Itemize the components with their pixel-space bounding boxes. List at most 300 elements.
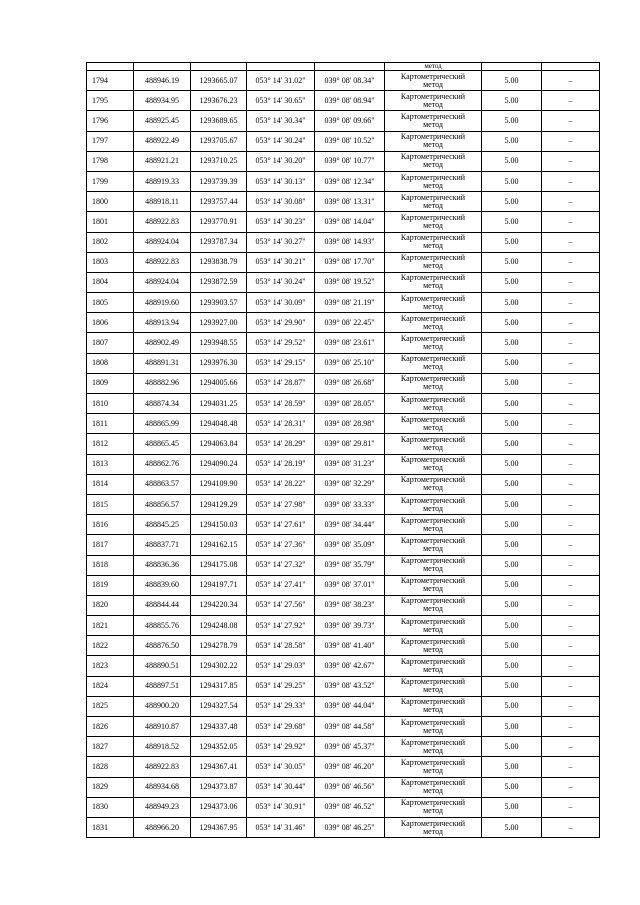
cell-y-coordinate: 1294278.79: [191, 636, 247, 656]
table-row: [87, 394, 600, 414]
cell-point-number: 1801: [87, 212, 134, 232]
method-line-1: Картометрический: [400, 233, 466, 243]
table-row: [87, 757, 600, 777]
cell-dash: –: [542, 757, 600, 777]
method-line-1: Картометрический: [400, 152, 466, 162]
cell-dash: –: [542, 636, 600, 656]
cell-empty: [134, 63, 191, 71]
cell-method: [385, 454, 482, 474]
cell-point-number: 1825: [87, 696, 134, 716]
cell-longitude: 039° 08' 22.45": [315, 313, 385, 333]
cell-point-number: 1811: [87, 414, 134, 434]
cell-method: [385, 494, 482, 514]
cell-latitude: 053° 14' 30.24": [247, 272, 315, 292]
method-line-1: Картометрический: [400, 717, 466, 727]
cell-accuracy: 5.00: [482, 737, 542, 757]
cell-empty: [542, 63, 600, 71]
cell-latitude: 053° 14' 28.58": [247, 636, 315, 656]
table-body: [87, 63, 600, 838]
cell-x-coordinate: 488865.45: [134, 434, 191, 454]
cell-method: [385, 676, 482, 696]
cell-latitude: 053° 14' 27.61": [247, 515, 315, 535]
cell-longitude: 039° 08' 46.25": [315, 817, 385, 837]
cell-accuracy: 5.00: [482, 656, 542, 676]
cell-accuracy: 5.00: [482, 595, 542, 615]
cell-y-coordinate: 1294373.87: [191, 777, 247, 797]
method-line-1: Картометрический: [400, 798, 466, 808]
cell-x-coordinate: 488934.95: [134, 91, 191, 111]
method-line-1: Картометрический: [400, 778, 466, 788]
table-row: [87, 656, 600, 676]
cell-latitude: 053° 14' 27.56": [247, 595, 315, 615]
cell-method-continuation: метод: [385, 63, 482, 71]
table-row: [87, 454, 600, 474]
cell-method: [385, 171, 482, 191]
method-line-2: метод: [423, 705, 443, 715]
cell-method: [385, 737, 482, 757]
cell-dash: –: [542, 131, 600, 151]
table-row: [87, 696, 600, 716]
cell-point-number: 1805: [87, 293, 134, 313]
method-line-1: Картометрический: [400, 455, 466, 465]
cell-x-coordinate: 488949.23: [134, 797, 191, 817]
cell-longitude: 039° 08' 34.44": [315, 515, 385, 535]
cell-method: [385, 131, 482, 151]
cell-latitude: 053° 14' 29.25": [247, 676, 315, 696]
method-line-1: Картометрический: [400, 172, 466, 182]
cell-point-number: 1795: [87, 91, 134, 111]
cell-y-coordinate: 1294317.85: [191, 676, 247, 696]
cell-latitude: 053° 14' 30.44": [247, 777, 315, 797]
cell-x-coordinate: 488876.50: [134, 636, 191, 656]
table-row: [87, 535, 600, 555]
cell-point-number: 1800: [87, 192, 134, 212]
method-line-1: Картометрический: [400, 253, 466, 263]
cell-dash: –: [542, 91, 600, 111]
method-line-2: метод: [423, 463, 443, 473]
cell-method: [385, 515, 482, 535]
method-line-2: метод: [423, 200, 443, 210]
method-line-1: Картометрический: [400, 192, 466, 202]
method-line-2: метод: [423, 261, 443, 271]
cell-longitude: 039° 08' 46.56": [315, 777, 385, 797]
cell-point-number: 1808: [87, 353, 134, 373]
cell-x-coordinate: 488924.04: [134, 272, 191, 292]
cell-x-coordinate: 488919.60: [134, 293, 191, 313]
cell-method: [385, 151, 482, 171]
cell-latitude: 053° 14' 28.59": [247, 394, 315, 414]
cell-x-coordinate: 488922.83: [134, 212, 191, 232]
method-line-2: метод: [423, 745, 443, 755]
cell-method: [385, 232, 482, 252]
table-row: [87, 414, 600, 434]
cell-longitude: 039° 08' 23.61": [315, 333, 385, 353]
cell-dash: –: [542, 696, 600, 716]
method-line-2: метод: [423, 584, 443, 594]
cell-longitude: 039° 08' 44.58": [315, 717, 385, 737]
cell-y-coordinate: 1294197.71: [191, 575, 247, 595]
method-line-1: Картометрический: [400, 535, 466, 545]
method-line-1: Картометрический: [400, 111, 466, 121]
cell-method: [385, 777, 482, 797]
cell-point-number: 1821: [87, 616, 134, 636]
cell-method: [385, 252, 482, 272]
cell-accuracy: 5.00: [482, 91, 542, 111]
cell-method: [385, 616, 482, 636]
cell-x-coordinate: 488882.96: [134, 373, 191, 393]
table-row: [87, 555, 600, 575]
method-line-2: метод: [423, 241, 443, 251]
cell-latitude: 053° 14' 29.03": [247, 656, 315, 676]
cell-y-coordinate: 1294175.08: [191, 555, 247, 575]
method-line-2: метод: [423, 442, 443, 452]
cell-longitude: 039° 08' 08.94": [315, 91, 385, 111]
cell-latitude: 053° 14' 28.87": [247, 373, 315, 393]
cell-point-number: 1798: [87, 151, 134, 171]
cell-longitude: 039° 08' 17.70": [315, 252, 385, 272]
method-line-2: метод: [423, 685, 443, 695]
cell-y-coordinate: 1294005.66: [191, 373, 247, 393]
method-line-1: Картометрический: [400, 818, 466, 828]
cell-point-number: 1829: [87, 777, 134, 797]
method-line-1: Картометрический: [400, 636, 466, 646]
method-line-2: метод: [423, 402, 443, 412]
cell-dash: –: [542, 515, 600, 535]
cell-dash: –: [542, 353, 600, 373]
cell-dash: –: [542, 474, 600, 494]
method-line-1: Картометрический: [400, 495, 466, 505]
cell-y-coordinate: 1294327.54: [191, 696, 247, 716]
cell-method: [385, 474, 482, 494]
table-row: [87, 192, 600, 212]
cell-point-number: 1831: [87, 817, 134, 837]
cell-longitude: 039° 08' 21.19": [315, 293, 385, 313]
cell-x-coordinate: 488902.49: [134, 333, 191, 353]
method-line-2: метод: [423, 523, 443, 533]
method-line-1: Картометрический: [400, 212, 466, 222]
cell-longitude: 039° 08' 29.81": [315, 434, 385, 454]
cell-dash: –: [542, 595, 600, 615]
method-line-2: метод: [423, 483, 443, 493]
cell-accuracy: 5.00: [482, 515, 542, 535]
cell-x-coordinate: 488891.31: [134, 353, 191, 373]
cell-longitude: 039° 08' 38.23": [315, 595, 385, 615]
cell-point-number: 1824: [87, 676, 134, 696]
table-row: [87, 333, 600, 353]
method-line-1: Картометрический: [400, 596, 466, 606]
cell-y-coordinate: 1293676.23: [191, 91, 247, 111]
method-line-1: Картометрический: [400, 91, 466, 101]
cell-longitude: 039° 08' 26.68": [315, 373, 385, 393]
method-line-2: метод: [423, 362, 443, 372]
cell-latitude: 053° 14' 30.34": [247, 111, 315, 131]
cell-y-coordinate: 1294048.48: [191, 414, 247, 434]
cell-accuracy: 5.00: [482, 272, 542, 292]
cell-accuracy: 5.00: [482, 535, 542, 555]
cell-x-coordinate: 488839.60: [134, 575, 191, 595]
cell-y-coordinate: 1293770.91: [191, 212, 247, 232]
cell-x-coordinate: 488924.04: [134, 232, 191, 252]
cell-x-coordinate: 488910.87: [134, 717, 191, 737]
method-line-2: метод: [423, 119, 443, 129]
cell-method: [385, 272, 482, 292]
cell-dash: –: [542, 737, 600, 757]
cell-longitude: 039° 08' 41.40": [315, 636, 385, 656]
table-row: [87, 171, 600, 191]
cell-point-number: 1818: [87, 555, 134, 575]
table-row: [87, 373, 600, 393]
cell-y-coordinate: 1293665.07: [191, 71, 247, 91]
cell-point-number: 1796: [87, 111, 134, 131]
cell-longitude: 039° 08' 14.93": [315, 232, 385, 252]
cell-dash: –: [542, 817, 600, 837]
table-row: [87, 595, 600, 615]
cell-longitude: 039° 08' 10.52": [315, 131, 385, 151]
method-line-1: Картометрический: [400, 556, 466, 566]
cell-accuracy: 5.00: [482, 454, 542, 474]
cell-longitude: 039° 08' 37.01": [315, 575, 385, 595]
cell-y-coordinate: 1294248.08: [191, 616, 247, 636]
cell-point-number: 1827: [87, 737, 134, 757]
method-line-2: метод: [423, 99, 443, 109]
method-line-1: Картометрический: [400, 313, 466, 323]
cell-y-coordinate: 1293705.67: [191, 131, 247, 151]
cell-accuracy: 5.00: [482, 171, 542, 191]
cell-y-coordinate: 1294352.05: [191, 737, 247, 757]
cell-x-coordinate: 488890.51: [134, 656, 191, 676]
cell-point-number: 1823: [87, 656, 134, 676]
method-line-2: метод: [423, 503, 443, 513]
cell-x-coordinate: 488845.25: [134, 515, 191, 535]
cell-x-coordinate: 488855.76: [134, 616, 191, 636]
cell-x-coordinate: 488966.20: [134, 817, 191, 837]
cell-dash: –: [542, 252, 600, 272]
method-line-2: метод: [423, 382, 443, 392]
cell-longitude: 039° 08' 25.10": [315, 353, 385, 373]
cell-point-number: 1799: [87, 171, 134, 191]
method-line-2: метод: [423, 220, 443, 230]
cell-longitude: 039° 08' 12.34": [315, 171, 385, 191]
cell-latitude: 053° 14' 29.68": [247, 717, 315, 737]
table-row: [87, 797, 600, 817]
method-line-1: Картометрический: [400, 657, 466, 667]
cell-dash: –: [542, 71, 600, 91]
cell-point-number: 1803: [87, 252, 134, 272]
table-row: [87, 252, 600, 272]
cell-accuracy: 5.00: [482, 151, 542, 171]
cell-x-coordinate: 488925.45: [134, 111, 191, 131]
cell-accuracy: 5.00: [482, 414, 542, 434]
cell-y-coordinate: 1293927.00: [191, 313, 247, 333]
cell-latitude: 053° 14' 27.36": [247, 535, 315, 555]
cell-point-number: 1815: [87, 494, 134, 514]
cell-accuracy: 5.00: [482, 131, 542, 151]
cell-point-number: 1806: [87, 313, 134, 333]
cell-y-coordinate: 1294337.48: [191, 717, 247, 737]
cell-point-number: 1794: [87, 71, 134, 91]
table-row: [87, 777, 600, 797]
method-line-2: метод: [423, 281, 443, 291]
table-row: [87, 575, 600, 595]
cell-latitude: 053° 14' 30.27": [247, 232, 315, 252]
cell-method: [385, 656, 482, 676]
table-row: [87, 272, 600, 292]
cell-latitude: 053° 14' 27.41": [247, 575, 315, 595]
method-line-2: метод: [423, 564, 443, 574]
table-row: [87, 515, 600, 535]
cell-longitude: 039° 08' 39.73": [315, 616, 385, 636]
cell-point-number: 1830: [87, 797, 134, 817]
cell-method: [385, 192, 482, 212]
method-line-1: Картометрический: [400, 737, 466, 747]
cell-longitude: 039° 08' 42.67": [315, 656, 385, 676]
cell-latitude: 053° 14' 28.29": [247, 434, 315, 454]
cell-method: [385, 797, 482, 817]
cell-x-coordinate: 488934.68: [134, 777, 191, 797]
cell-x-coordinate: 488918.52: [134, 737, 191, 757]
cell-x-coordinate: 488919.33: [134, 171, 191, 191]
cell-latitude: 053° 14' 30.05": [247, 757, 315, 777]
table-row: [87, 434, 600, 454]
cell-method: [385, 373, 482, 393]
cell-x-coordinate: 488862.76: [134, 454, 191, 474]
cell-method: [385, 212, 482, 232]
table-row: [87, 494, 600, 514]
cell-point-number: 1804: [87, 272, 134, 292]
cell-dash: –: [542, 454, 600, 474]
cell-latitude: 053° 14' 27.92": [247, 616, 315, 636]
cell-dash: –: [542, 111, 600, 131]
cell-empty: [191, 63, 247, 71]
cell-x-coordinate: 488900.20: [134, 696, 191, 716]
cell-dash: –: [542, 434, 600, 454]
table-row: [87, 212, 600, 232]
cell-latitude: 053° 14' 29.15": [247, 353, 315, 373]
cell-point-number: 1812: [87, 434, 134, 454]
cell-method: [385, 757, 482, 777]
method-line-1: Картометрический: [400, 616, 466, 626]
cell-empty: [482, 63, 542, 71]
cell-latitude: 053° 14' 27.32": [247, 555, 315, 575]
method-line-2: метод: [423, 806, 443, 816]
cell-x-coordinate: 488922.83: [134, 252, 191, 272]
cell-dash: –: [542, 717, 600, 737]
cell-accuracy: 5.00: [482, 111, 542, 131]
table-row: [87, 717, 600, 737]
cell-longitude: 039° 08' 35.09": [315, 535, 385, 555]
cell-dash: –: [542, 555, 600, 575]
cell-accuracy: 5.00: [482, 797, 542, 817]
cell-latitude: 053° 14' 28.31": [247, 414, 315, 434]
cell-y-coordinate: 1293739.39: [191, 171, 247, 191]
cell-accuracy: 5.00: [482, 676, 542, 696]
cell-latitude: 053° 14' 28.19": [247, 454, 315, 474]
method-line-2: метод: [423, 180, 443, 190]
cell-accuracy: 5.00: [482, 71, 542, 91]
cell-x-coordinate: 488946.19: [134, 71, 191, 91]
method-line-2: метод: [423, 765, 443, 775]
method-line-1: Картометрический: [400, 677, 466, 687]
cell-latitude: 053° 14' 30.24": [247, 131, 315, 151]
table-row: [87, 676, 600, 696]
cell-longitude: 039° 08' 33.33": [315, 494, 385, 514]
cell-y-coordinate: 1294109.90: [191, 474, 247, 494]
cell-latitude: 053° 14' 30.91": [247, 797, 315, 817]
cell-longitude: 039° 08' 10.77": [315, 151, 385, 171]
cell-point-number: 1820: [87, 595, 134, 615]
cell-longitude: 039° 08' 19.52": [315, 272, 385, 292]
table-row: [87, 71, 600, 91]
cell-y-coordinate: 1293787.34: [191, 232, 247, 252]
method-line-1: Картометрический: [400, 71, 466, 81]
cell-empty: [247, 63, 315, 71]
method-line-2: метод: [423, 786, 443, 796]
method-line-2: метод: [423, 422, 443, 432]
method-line-1: Картометрический: [400, 697, 466, 707]
cell-dash: –: [542, 333, 600, 353]
cell-accuracy: 5.00: [482, 616, 542, 636]
table-row: [87, 737, 600, 757]
cell-y-coordinate: 1293710.25: [191, 151, 247, 171]
cell-method: [385, 414, 482, 434]
method-line-2: метод: [423, 543, 443, 553]
cell-x-coordinate: 488913.94: [134, 313, 191, 333]
cell-dash: –: [542, 414, 600, 434]
table-row: [87, 353, 600, 373]
cell-dash: –: [542, 232, 600, 252]
cell-y-coordinate: 1294162.15: [191, 535, 247, 555]
cell-longitude: 039° 08' 31.23": [315, 454, 385, 474]
cell-accuracy: 5.00: [482, 212, 542, 232]
table-row: [87, 616, 600, 636]
cell-method: [385, 535, 482, 555]
cell-method: [385, 313, 482, 333]
cell-point-number: 1826: [87, 717, 134, 737]
cell-dash: –: [542, 656, 600, 676]
method-line-2: метод: [423, 604, 443, 614]
method-line-1: Картометрический: [400, 414, 466, 424]
cell-x-coordinate: 488922.83: [134, 757, 191, 777]
cell-point-number: 1822: [87, 636, 134, 656]
cell-point-number: 1828: [87, 757, 134, 777]
cell-latitude: 053° 14' 31.02": [247, 71, 315, 91]
cell-latitude: 053° 14' 30.21": [247, 252, 315, 272]
method-line-2: метод: [423, 140, 443, 150]
cell-method: [385, 333, 482, 353]
table-row: [87, 151, 600, 171]
cell-method: [385, 434, 482, 454]
cell-dash: –: [542, 151, 600, 171]
cell-longitude: 039° 08' 35.79": [315, 555, 385, 575]
cell-method: [385, 293, 482, 313]
cell-longitude: 039° 08' 46.52": [315, 797, 385, 817]
cell-x-coordinate: 488863.57: [134, 474, 191, 494]
cell-longitude: 039° 08' 32.29": [315, 474, 385, 494]
cell-accuracy: 5.00: [482, 494, 542, 514]
cell-point-number: 1817: [87, 535, 134, 555]
cell-x-coordinate: 488856.57: [134, 494, 191, 514]
cell-accuracy: 5.00: [482, 777, 542, 797]
cell-dash: –: [542, 676, 600, 696]
cell-point-number: 1797: [87, 131, 134, 151]
coordinates-table: [86, 62, 600, 838]
method-line-2: метод: [423, 725, 443, 735]
cell-method: [385, 71, 482, 91]
cell-dash: –: [542, 494, 600, 514]
cell-dash: –: [542, 293, 600, 313]
method-line-1: Картометрический: [400, 434, 466, 444]
table-row: [87, 636, 600, 656]
